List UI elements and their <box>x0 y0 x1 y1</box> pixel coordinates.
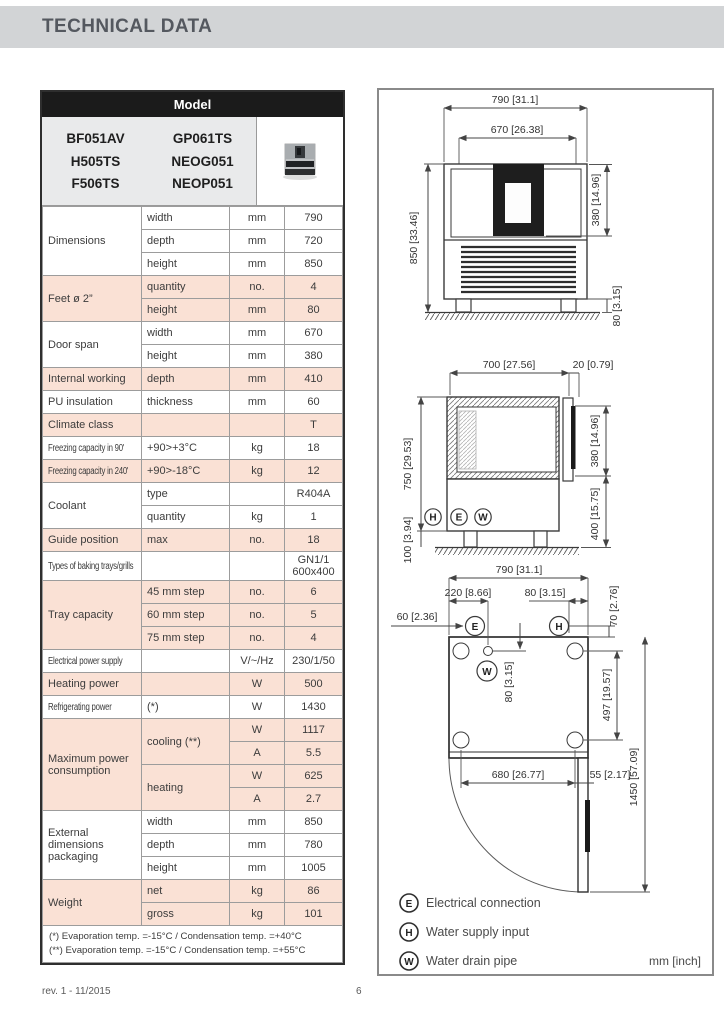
spec-sub-label: height <box>142 345 230 368</box>
footer-revision: rev. 1 - 11/2015 <box>42 986 111 997</box>
front-foot-right <box>561 299 576 312</box>
spec-unit: W <box>230 719 285 742</box>
spec-unit: kg <box>230 460 285 483</box>
spec-unit: A <box>230 788 285 811</box>
spec-row <box>43 460 343 483</box>
side-foot-front <box>464 531 477 547</box>
spec-unit: kg <box>230 880 285 903</box>
spec-section-label: PU insulation <box>43 391 142 414</box>
top-marker-w: W <box>482 666 492 678</box>
spec-unit: mm <box>230 345 285 368</box>
spec-section-label: Freezing capacity in 90' <box>43 437 142 460</box>
spec-sub-label <box>142 414 230 437</box>
spec-value: 410 <box>285 368 343 391</box>
spec-value: 1005 <box>285 857 343 880</box>
page-title: TECHNICAL DATA <box>42 16 213 37</box>
side-marker-w: W <box>478 512 488 524</box>
legend-h-symbol: H <box>405 927 413 939</box>
top-open-door-handle <box>585 800 590 852</box>
dim-label-front-door-height: 380 [14.96] <box>590 173 602 227</box>
spec-section-label: Maximum power consumption <box>43 719 142 811</box>
spec-row <box>43 529 343 552</box>
spec-unit: mm <box>230 230 285 253</box>
spec-value: 101 <box>285 903 343 926</box>
spec-row <box>43 581 343 604</box>
spec-unit <box>230 483 285 506</box>
spec-unit: no. <box>230 627 285 650</box>
spec-sub-label: depth <box>142 230 230 253</box>
model-name: NEOP051 <box>172 176 233 192</box>
spec-unit: mm <box>230 207 285 230</box>
spec-sub-label: quantity <box>142 506 230 529</box>
technical-drawing-svg <box>379 90 712 974</box>
spec-value: 60 <box>285 391 343 414</box>
dim-label-side-lower-height: 400 [15.75] <box>589 487 601 541</box>
spec-row <box>43 483 343 506</box>
dim-label-top-depth-door-open: 1450 [57.09] <box>628 747 640 807</box>
spec-sub-label: height <box>142 857 230 880</box>
spec-sub-label: width <box>142 811 230 834</box>
side-foot-rear <box>534 531 547 547</box>
spec-row <box>43 811 343 834</box>
spec-value: 1 <box>285 506 343 529</box>
spec-value: 1430 <box>285 696 343 719</box>
spec-section-label: Internal working <box>43 368 142 391</box>
model-names-block <box>42 117 257 205</box>
footnote-2: (**) Evaporation temp. =-15°C / Condensation temp. =+55°C <box>49 944 306 956</box>
spec-unit: no. <box>230 604 285 627</box>
top-foot-circle <box>567 732 583 748</box>
drawing-legend <box>400 894 701 970</box>
model-name: F506TS <box>71 176 120 192</box>
spec-sub-label: width <box>142 207 230 230</box>
model-names-column-1 <box>42 117 149 205</box>
dim-label-top-e-offset: 220 [8.66] <box>444 587 492 599</box>
dim-label-side-base-height: 100 [3.94] <box>402 516 414 564</box>
legend-e-symbol: E <box>405 898 413 910</box>
spec-row <box>43 207 343 230</box>
spec-unit: no. <box>230 581 285 604</box>
spec-section-label: Coolant <box>43 483 142 529</box>
spec-unit: mm <box>230 834 285 857</box>
product-photo <box>278 140 322 182</box>
spec-value: 4 <box>285 276 343 299</box>
spec-unit: mm <box>230 368 285 391</box>
dim-label-top-rear-feet-depth: 497 [19.57] <box>601 668 613 722</box>
model-name: NEOG051 <box>171 153 234 169</box>
dim-label-top-h-depth-offset: 70 [2.76] <box>608 585 620 627</box>
spec-row <box>43 880 343 903</box>
spec-row <box>43 322 343 345</box>
spec-value: 4 <box>285 627 343 650</box>
spec-row <box>43 719 343 742</box>
side-ground-hatch <box>435 548 579 555</box>
footer-page-number: 6 <box>356 986 362 997</box>
spec-sub-label: width <box>142 322 230 345</box>
spec-unit <box>230 414 285 437</box>
dim-label-top-h-offset: 80 [3.15] <box>524 587 566 599</box>
spec-sub-label: max <box>142 529 230 552</box>
spec-row <box>43 650 343 673</box>
dim-label-front-feet-height: 80 [3.15] <box>611 285 623 327</box>
spec-sub-label: depth <box>142 834 230 857</box>
spec-unit: kg <box>230 437 285 460</box>
units-note: mm [inch] <box>648 954 701 968</box>
top-view-drawing <box>391 564 650 892</box>
dim-label-side-depth: 700 [27.56] <box>482 359 536 371</box>
spec-unit: kg <box>230 506 285 529</box>
dim-label-side-body-height: 750 [29.53] <box>402 437 414 491</box>
spec-row <box>43 552 343 581</box>
model-name: GP061TS <box>172 130 233 146</box>
spec-table-body <box>43 207 343 926</box>
spec-row <box>43 437 343 460</box>
spec-sub-label: 60 mm step <box>142 604 230 627</box>
front-door-window <box>505 183 531 223</box>
side-door-gasket <box>571 406 576 469</box>
top-foot-circle <box>453 732 469 748</box>
spec-sub-label: (*) <box>142 696 230 719</box>
legend-w-label: Water drain pipe <box>426 954 518 968</box>
spec-row <box>43 673 343 696</box>
footnote-1: (*) Evaporation temp. =-15°C / Condensation temp. =+40°C <box>49 931 302 942</box>
spec-row <box>43 414 343 437</box>
spec-unit: mm <box>230 299 285 322</box>
dim-label-top-feet-span: 680 [26.77] <box>491 769 545 781</box>
dim-label-top-e-side-offset: 60 [2.36] <box>396 611 438 623</box>
spec-value: 500 <box>285 673 343 696</box>
spec-unit: mm <box>230 322 285 345</box>
spec-value: 625 <box>285 765 343 788</box>
spec-value: 80 <box>285 299 343 322</box>
spec-unit: mm <box>230 811 285 834</box>
spec-section-label: Weight <box>43 880 142 926</box>
spec-value: 850 <box>285 811 343 834</box>
model-table-header: Model <box>42 92 343 117</box>
spec-sub-label <box>142 673 230 696</box>
spec-row <box>43 368 343 391</box>
spec-value: 670 <box>285 322 343 345</box>
side-marker-h: H <box>429 512 437 524</box>
spec-sub-label: heating <box>142 765 230 811</box>
top-marker-e: E <box>471 621 479 633</box>
spec-sub-label: thickness <box>142 391 230 414</box>
spec-sub-label: +90>+3°C <box>142 437 230 460</box>
spec-section-label: Door span <box>43 322 142 368</box>
dim-label-front-door-width: 670 [26.38] <box>490 124 544 136</box>
spec-section-label: Types of baking trays/grills <box>43 552 142 581</box>
side-view-drawing <box>402 359 614 563</box>
spec-value: 720 <box>285 230 343 253</box>
spec-sub-label: 75 mm step <box>142 627 230 650</box>
spec-section-label: External dimensions packaging <box>43 811 142 880</box>
spec-section-label: Dimensions <box>43 207 142 276</box>
spec-sub-label: height <box>142 299 230 322</box>
side-marker-e: E <box>455 512 463 524</box>
model-names-column-2 <box>149 117 256 205</box>
spec-section-label: Climate class <box>43 414 142 437</box>
spec-unit: A <box>230 742 285 765</box>
dim-label-side-door-height: 380 [14.96] <box>589 414 601 468</box>
spec-unit: mm <box>230 391 285 414</box>
legend-e-label: Electrical connection <box>426 896 541 910</box>
top-drain-hole <box>484 647 493 656</box>
spec-unit: no. <box>230 529 285 552</box>
spec-value: 230/1/50 <box>285 650 343 673</box>
footnotes-cell <box>43 926 343 963</box>
top-marker-h: H <box>555 621 563 633</box>
spec-section-label: Refrigerating power <box>43 696 142 719</box>
spec-sub-label <box>142 552 230 581</box>
spec-sub-label: cooling (**) <box>142 719 230 765</box>
spec-sub-label: depth <box>142 368 230 391</box>
spec-value: 12 <box>285 460 343 483</box>
front-ground-hatch <box>425 313 600 320</box>
spec-value: 2.7 <box>285 788 343 811</box>
front-foot-left <box>456 299 471 312</box>
dim-label-top-width: 790 [31.1] <box>495 564 543 576</box>
model-name: H505TS <box>70 153 121 169</box>
product-photo-cell <box>257 117 343 205</box>
spec-section-label: Heating power <box>43 673 142 696</box>
spec-unit: kg <box>230 903 285 926</box>
spec-value: 850 <box>285 253 343 276</box>
top-foot-circle <box>567 643 583 659</box>
spec-sub-label: gross <box>142 903 230 926</box>
front-view-drawing <box>408 94 623 326</box>
dim-label-front-height: 850 [33.46] <box>408 211 420 265</box>
spec-sub-label <box>142 650 230 673</box>
dim-label-side-door-thickness: 20 [0.79] <box>572 359 614 371</box>
spec-value: 5.5 <box>285 742 343 765</box>
spec-unit: mm <box>230 857 285 880</box>
spec-sub-label: height <box>142 253 230 276</box>
spec-value: 5 <box>285 604 343 627</box>
spec-unit: W <box>230 673 285 696</box>
spec-section-label: Tray capacity <box>43 581 142 650</box>
spec-value: 18 <box>285 437 343 460</box>
spec-sub-label: +90>-18°C <box>142 460 230 483</box>
spec-section-label: Freezing capacity in 240' <box>43 460 142 483</box>
spec-value: GN1/1 600x400 <box>285 552 343 581</box>
dim-label-top-w-offset: 80 [3.15] <box>503 661 515 703</box>
page-header-banner <box>0 6 724 48</box>
spec-value: 1117 <box>285 719 343 742</box>
spec-row <box>43 276 343 299</box>
spec-value: 6 <box>285 581 343 604</box>
spec-unit: mm <box>230 253 285 276</box>
model-name: BF051AV <box>66 130 125 146</box>
spec-table <box>42 206 343 963</box>
spec-sub-label: 45 mm step <box>142 581 230 604</box>
spec-table-container <box>40 90 345 965</box>
spec-value: 380 <box>285 345 343 368</box>
spec-sub-label: net <box>142 880 230 903</box>
dim-label-top-door-edge-offset: 55 [2.17] <box>589 769 631 781</box>
top-foot-circle <box>453 643 469 659</box>
spec-unit: no. <box>230 276 285 299</box>
spec-unit: W <box>230 696 285 719</box>
legend-h-label: Water supply input <box>426 925 530 939</box>
legend-w-symbol: W <box>404 956 414 968</box>
footnotes-row <box>43 926 343 963</box>
spec-section-label: Feet ø 2” <box>43 276 142 322</box>
spec-unit <box>230 552 285 581</box>
spec-row <box>43 696 343 719</box>
spec-sub-label: type <box>142 483 230 506</box>
spec-value: T <box>285 414 343 437</box>
spec-unit: W <box>230 765 285 788</box>
spec-row <box>43 391 343 414</box>
spec-section-label: Guide position <box>43 529 142 552</box>
model-names-row <box>42 117 343 206</box>
spec-value: 790 <box>285 207 343 230</box>
spec-section-label: Electrical power supply <box>43 650 142 673</box>
spec-value: R404A <box>285 483 343 506</box>
spec-value: 18 <box>285 529 343 552</box>
technical-drawings-box <box>377 88 714 976</box>
dim-label-front-width: 790 [31.1] <box>491 94 539 106</box>
spec-sub-label: quantity <box>142 276 230 299</box>
spec-value: 780 <box>285 834 343 857</box>
spec-value: 86 <box>285 880 343 903</box>
spec-unit: V/~/Hz <box>230 650 285 673</box>
side-evaporator-panel <box>459 411 476 469</box>
